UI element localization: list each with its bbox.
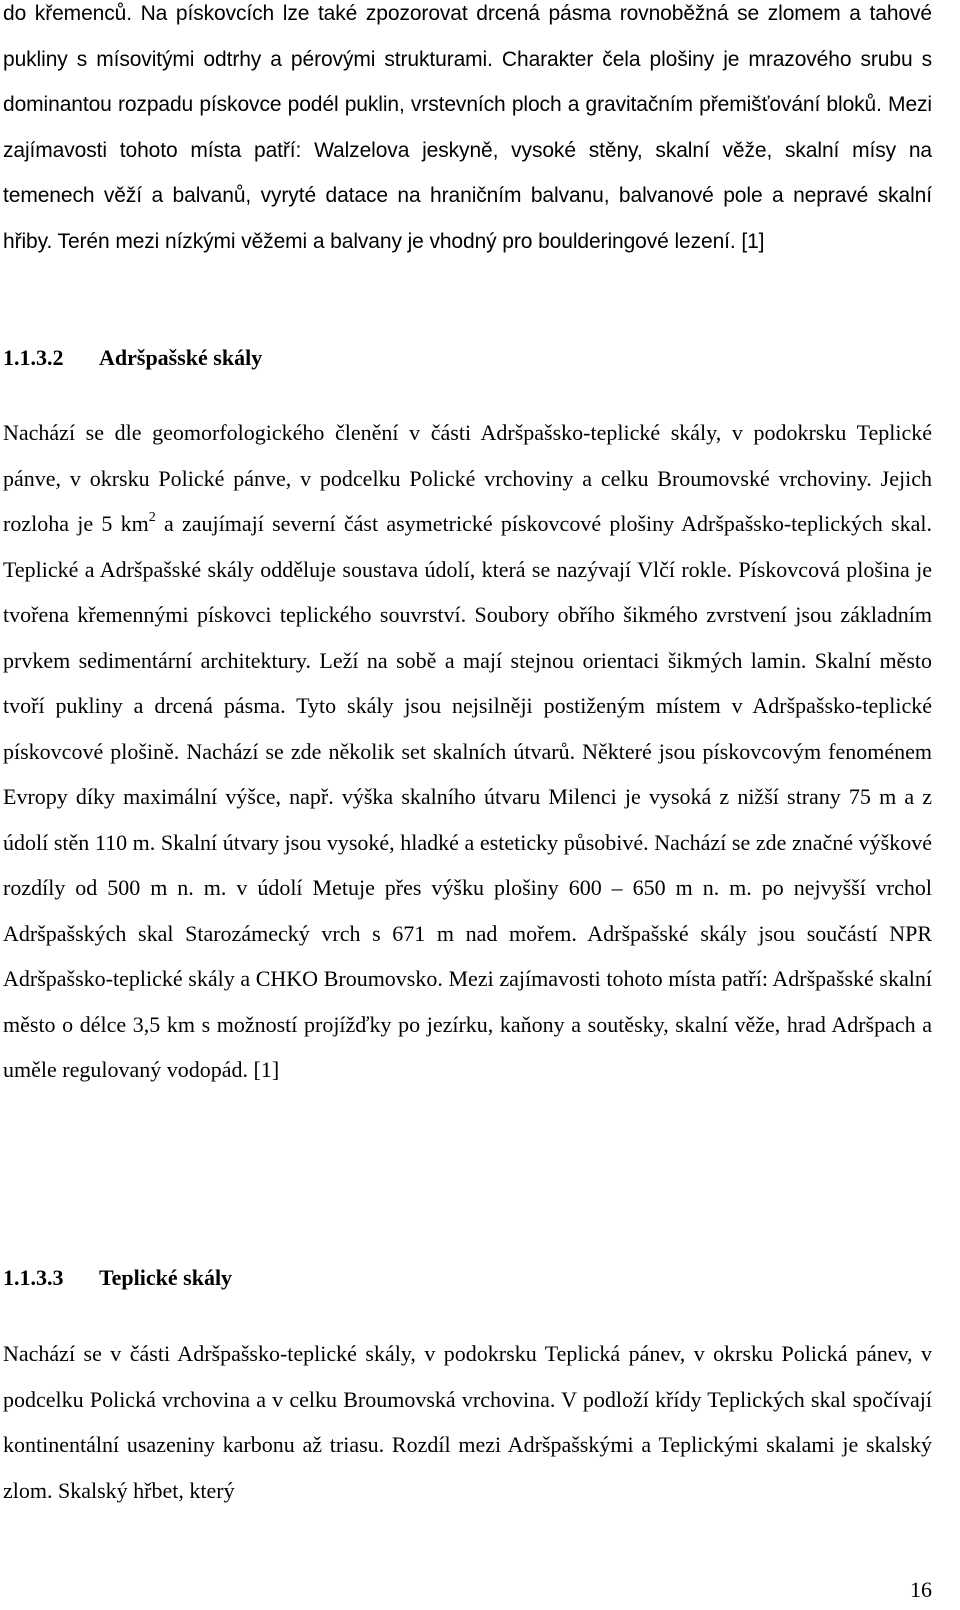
intro-paragraph: do křemenců. Na pískovcích lze také zpozorovat drcená pásma rovnoběžná se zlomem a tahové pukliny s mísovitými odtrhy a pérovými strukturami. Charakter čela plošiny je mrazového srubu s dominantou rozpadu pískovce podél puklin, vrstevních ploch a gravitačním přemišťování bloků. Mezi zajímavosti tohoto místa patří: Walzelova jeskyně, vysoké stěny, skalní věže, skalní mísy na temenech věží a balvanů, vyryté datace na hraničním balvanu, balvanové pole a nepravé skalní hřiby. Terén mezi nízkými věžemi a balvany je vhodný pro boulderingové lezení. [1]	[3, 2, 932, 253]
section-title: Teplické skály	[99, 1265, 233, 1290]
section-number: 1.1.3.2	[3, 345, 64, 370]
teplice-paragraph: Nachází se v části Adršpašsko-teplické skály, v podokrsku Teplická pánev, v okrsku Polická pánev, v podcelku Polická vrchovina a v celku Broumovská vrchovina. V podloží křídy Teplických skal spočívají kontinentální usazeniny karbonu až triasu. Rozdíl mezi Adršpašskými a Teplickými skalami je skalský zlom. Skalský hřbet, který	[3, 1341, 932, 1503]
section-heading-adrspach	[3, 343, 262, 373]
page-number: 16	[910, 1577, 932, 1602]
adrspach-paragraph	[3, 410, 932, 1093]
area-superscript: 2	[148, 510, 156, 525]
adrspach-text-part1: Nachází se dle geomorfologického členění v části Adršpašsko-teplické skály, v podokrsku Teplické pánve, v okrsku Polické pánve, v podcelku Polické vrchoviny a celku Broumovské vrchoviny. Jejich rozloha je 5 km	[3, 420, 932, 536]
section-title: Adršpašské skály	[99, 345, 263, 370]
section-number: 1.1.3.3	[3, 1265, 64, 1290]
adrspach-text-part2: a zaujímají severní část asymetrické pískovcové plošiny Adršpašsko-teplických skal. Teplické a Adršpašské skály odděluje soustava údolí, která se nazývají Vlčí rokle. Pískovcová plošina je tvořena křemennými pískovci teplického souvrství. Soubory obřího šikmého zvrstvení jsou základním prvkem sedimentární architektury. Leží na sobě a mají stejnou orientaci šikmých lamin. Skalní město tvoří pukliny a drcená pásma. Tyto skály jsou nejsilněji postiženým místem v Adršpašsko-teplické pískovcové plošině. Nachází se zde několik set skalních útvarů. Některé jsou pískovcovým fenoménem Evropy díky maximální výšce, např. výška skalního útvaru Milenci je vysoká z nižší strany 75 m a z údolí stěn 110 m. Skalní útvary jsou vysoké, hladké a esteticky působivé. Nachází se zde značné výškové rozdíly od 500 m n. m. v údolí Metuje přes výšku plošiny 600 – 650 m n. m. po nejvyšší vrchol Adršpašských skal Starozámecký vrch s 671 m nad mořem. Adršpašské skály jsou součástí NPR Adršpašsko-teplické skály a CHKO Broumovsko. Mezi zajímavosti tohoto místa patří: Adršpašské skalní město o délce 3,5 km s možností projížďky po jezírku, kaňony a soutěsky, skalní věže, hrad Adršpach a uměle regulovaný vodopád. [1]	[3, 511, 932, 1082]
section-heading-teplice	[3, 1263, 232, 1293]
